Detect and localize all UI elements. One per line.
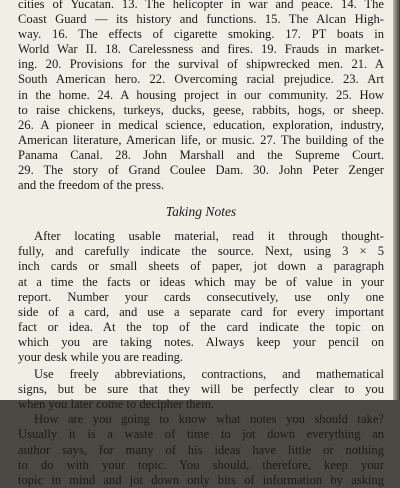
text-line: cities of Yucatan. 13. The helicopter in war and peace. 14. The bbox=[18, 0, 384, 11]
text-line: Panama Canal. 28. John Marshall and the Supreme Court. bbox=[18, 147, 384, 162]
paragraph bbox=[18, 412, 384, 487]
text-line: report. Number your cards consecutively, use only one bbox=[18, 289, 384, 304]
text-line: to do with your topic. You should, therefore, keep your bbox=[18, 457, 384, 472]
text-line: After locating usable material, read it through thought- bbox=[34, 229, 384, 244]
text-line: inch cards or small sheets of paper, jot down a paragraph bbox=[18, 259, 384, 274]
text-line: side of a card, and use a separate card for every important bbox=[18, 304, 384, 319]
text-line: fully, and carefully indicate the source. Next, using 3 × 5 bbox=[18, 244, 384, 259]
text-line: World War II. 18. Carelessness and fires. 19. Frauds in market- bbox=[18, 42, 384, 57]
text-line: American literature, American life, or music. 27. The building of the bbox=[18, 132, 384, 147]
text-line: at a time the facts or ideas which may be of value in your bbox=[18, 274, 384, 289]
text-line: to raise chickens, turkeys, ducks, geese, rabbits, hogs, or sheep. bbox=[18, 102, 384, 117]
text-line: author says, for many of his ideas have little or nothing bbox=[18, 442, 384, 457]
paragraph bbox=[18, 367, 384, 412]
text-line: your desk while you are reading. bbox=[18, 349, 184, 364]
text-line: signs, but be sure that they will be perfectly clear to you bbox=[18, 382, 384, 397]
text-line: How are you going to know what notes you should take? bbox=[34, 412, 384, 427]
text-line: Use freely abbreviations, contractions, and mathematical bbox=[34, 367, 384, 382]
text-line: which you are taking notes. Always keep your pencil on bbox=[18, 334, 384, 349]
text-line: Coast Guard — its history and functions. 15. The Alcan High- bbox=[18, 12, 384, 27]
text-line: fact or idea. At the top of the card indicate the topic on bbox=[18, 319, 384, 334]
section-heading: Taking Notes bbox=[165, 204, 237, 220]
book-page-edge bbox=[393, 0, 400, 400]
text-line: Usually it is a waste of time to jot down everything an bbox=[18, 427, 384, 442]
text-line: 26. A pioneer in medical science, education, exploration, industry, bbox=[18, 117, 384, 132]
text-line: and the freedom of the press. bbox=[18, 178, 165, 193]
text-line: way. 16. The effects of cigarette smoking. 17. PT boats in bbox=[18, 27, 384, 42]
text-line: South American hero. 22. Overcoming racial prejudice. 23. Art bbox=[18, 72, 384, 87]
page-text bbox=[18, 0, 384, 487]
text-line-cut-off: topic in mind and jot down only bits of information by asking bbox=[18, 472, 384, 487]
text-line: 29. The story of Grand Coulee Dam. 30. John Peter Zenger bbox=[18, 163, 384, 178]
text-line: when you later come to decipher them. bbox=[18, 397, 215, 412]
paragraph bbox=[18, 229, 384, 365]
topics-list bbox=[18, 0, 384, 193]
text-line: in the home. 24. A housing project in our community. 25. How bbox=[18, 87, 384, 102]
text-line: ing. 20. Provisions for the survival of shipwrecked men. 21. A bbox=[18, 57, 384, 72]
